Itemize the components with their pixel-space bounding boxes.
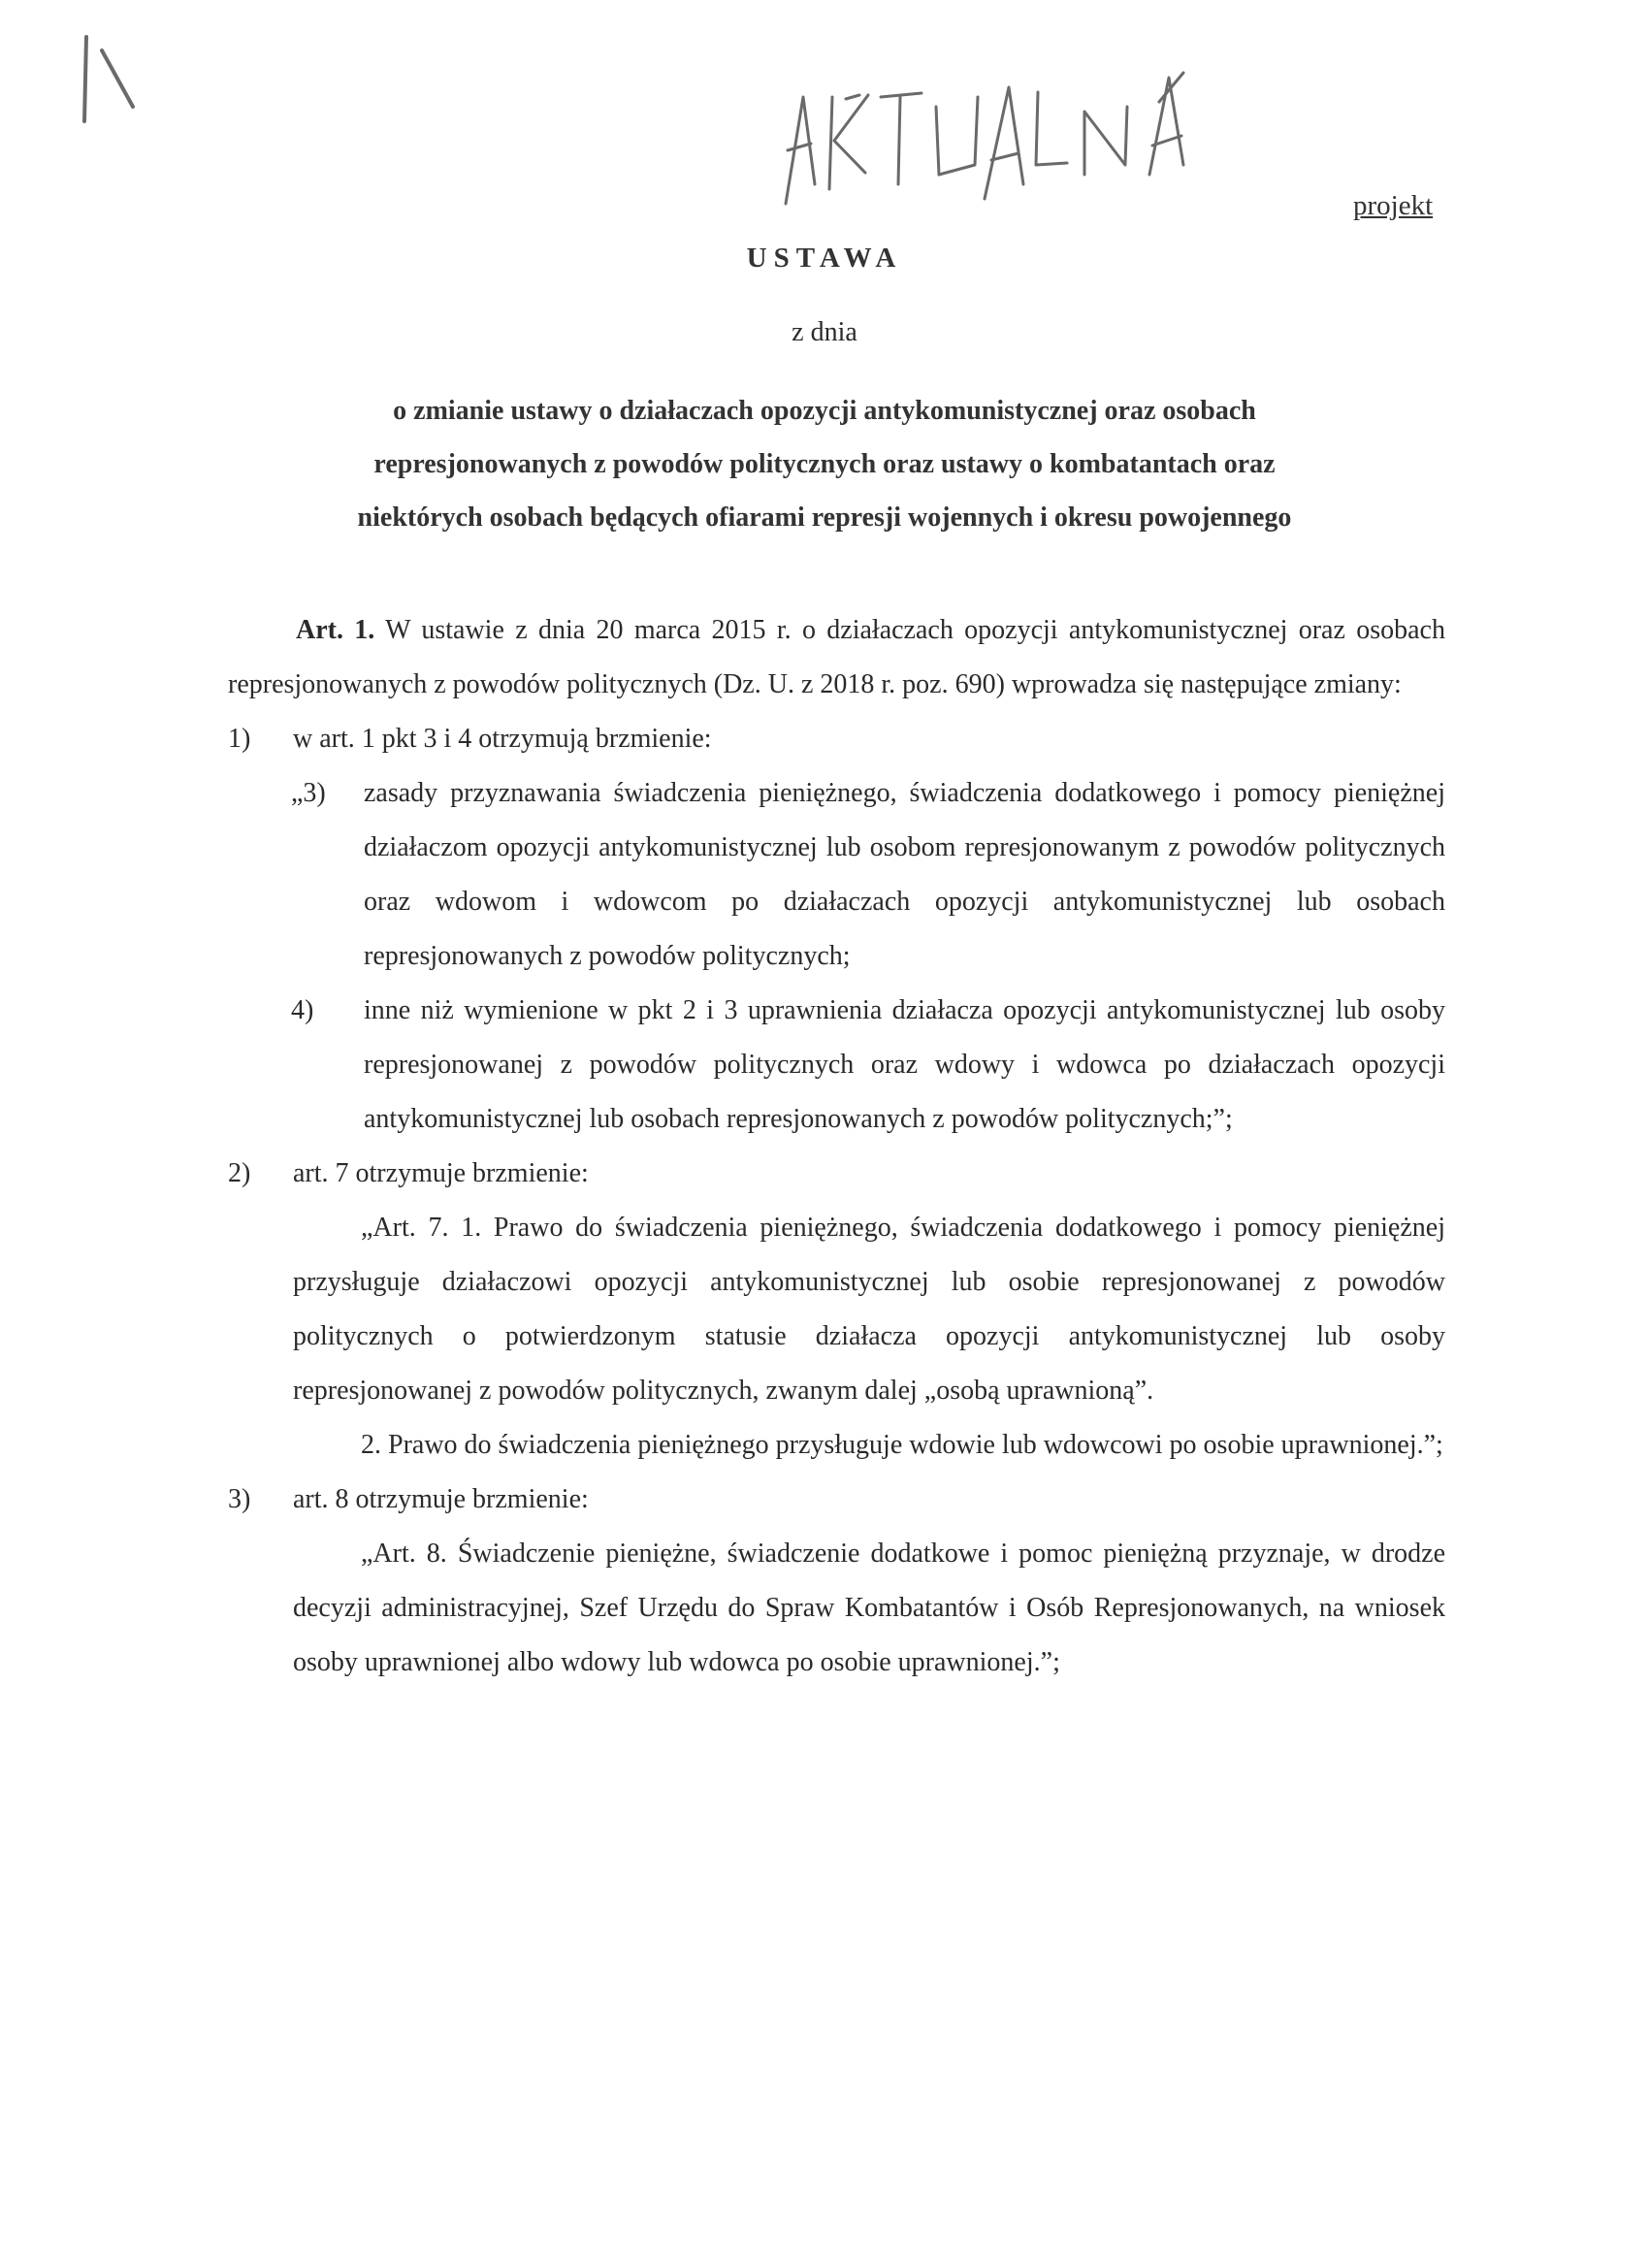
quoted-article-7-par-2: 2. Prawo do świadczenia pieniężnego przysługuje wdowie lub wdowcowi po osobie uprawnionej.”; xyxy=(361,1430,1443,1460)
amendment-item-3 xyxy=(228,1473,1445,1527)
document-subject xyxy=(0,384,1649,544)
item-number: 2) xyxy=(228,1158,251,1188)
quoted-article-7-par-1: „Art. 7. 1. Prawo do świadczenia pieniężnego, świadczenia dodatkowego i pomocy pieniężnej przysługuje działaczowi opozycji antykomunistycznej lub osobie represjonowanej z powodów politycznych o potwierdzonym statusie działacza opozycji antykomunistycznej lub osoby represjonowanej z powodów politycznych, zwanym dalej „osobą uprawnioną”. xyxy=(293,1213,1445,1406)
quoted-article-8: „Art. 8. Świadczenie pieniężne, świadczenie dodatkowe i pomoc pieniężną przyznaje, w drodze decyzji administracyjnej, Szef Urzędu do Spraw Kombatantów i Osób Represjonowanych, na wniosek osoby uprawnionej albo wdowy lub wdowca po osobie uprawnionej.”; xyxy=(293,1539,1445,1677)
sub-point-text: inne niż wymienione w pkt 2 i 3 uprawnienia działacza opozycji antykomunistycznej lub osoby represjonowanej z powodów politycznych oraz wdowy i wdowca po działaczach opozycji antykomunistycznej lub osobach represjonowanych z powodów politycznych;”; xyxy=(364,995,1445,1134)
handwriting-aktualna-icon xyxy=(776,68,1300,213)
article-intro-text: W ustawie z dnia 20 marca 2015 r. o działaczach opozycji antykomunistycznej oraz osobach represjonowanych z powodów politycznych (Dz. U. z 2018 r. poz. 690) wprowadza się następujące zmiany: xyxy=(228,615,1445,699)
item-text: art. 7 otrzymuje brzmienie: xyxy=(293,1158,589,1188)
handwritten-corner-mark xyxy=(73,29,150,126)
draft-stamp: projekt xyxy=(1353,190,1434,221)
article-number: Art. 1. xyxy=(296,615,375,645)
date-line: z dnia xyxy=(792,317,857,347)
subject-line: represjonowanych z powodów politycznych oraz ustawy o kombatantach oraz xyxy=(373,449,1276,479)
amendment-item-1 xyxy=(228,712,1445,766)
subject-line: o zmianie ustawy o działaczach opozycji antykomunistycznej oraz osobach xyxy=(393,396,1256,426)
pencil-mark-icon xyxy=(73,29,150,126)
sub-point-3 xyxy=(228,766,1445,984)
item-number: 1) xyxy=(228,724,251,754)
item-text: art. 8 otrzymuje brzmienie: xyxy=(293,1484,589,1514)
article-1-intro xyxy=(228,603,1445,712)
sub-point-text: zasady przyznawania świadczenia pieniężnego, świadczenia dodatkowego i pomocy pieniężnej działaczom opozycji antykomunistycznej lub osobom represjonowanym z powodów politycznych oraz wdowom i wdowcom po działaczach opozycji antykomunistycznej lub osobach represjonowanych z powodów politycznych; xyxy=(364,778,1445,971)
subject-line: niektórych osobach będących ofiarami represji wojennych i okresu powojennego xyxy=(357,502,1292,533)
item-text: w art. 1 pkt 3 i 4 otrzymują brzmienie: xyxy=(293,724,712,754)
sub-point-number: 4) xyxy=(291,995,314,1025)
sub-point-number: „3) xyxy=(291,778,326,808)
document-type-heading: USTAWA xyxy=(746,243,903,274)
sub-point-4 xyxy=(228,984,1445,1147)
document-body xyxy=(228,603,1445,1690)
item-number: 3) xyxy=(228,1484,251,1514)
amendment-item-2 xyxy=(228,1147,1445,1201)
handwritten-annotation-aktualna xyxy=(776,68,1300,213)
